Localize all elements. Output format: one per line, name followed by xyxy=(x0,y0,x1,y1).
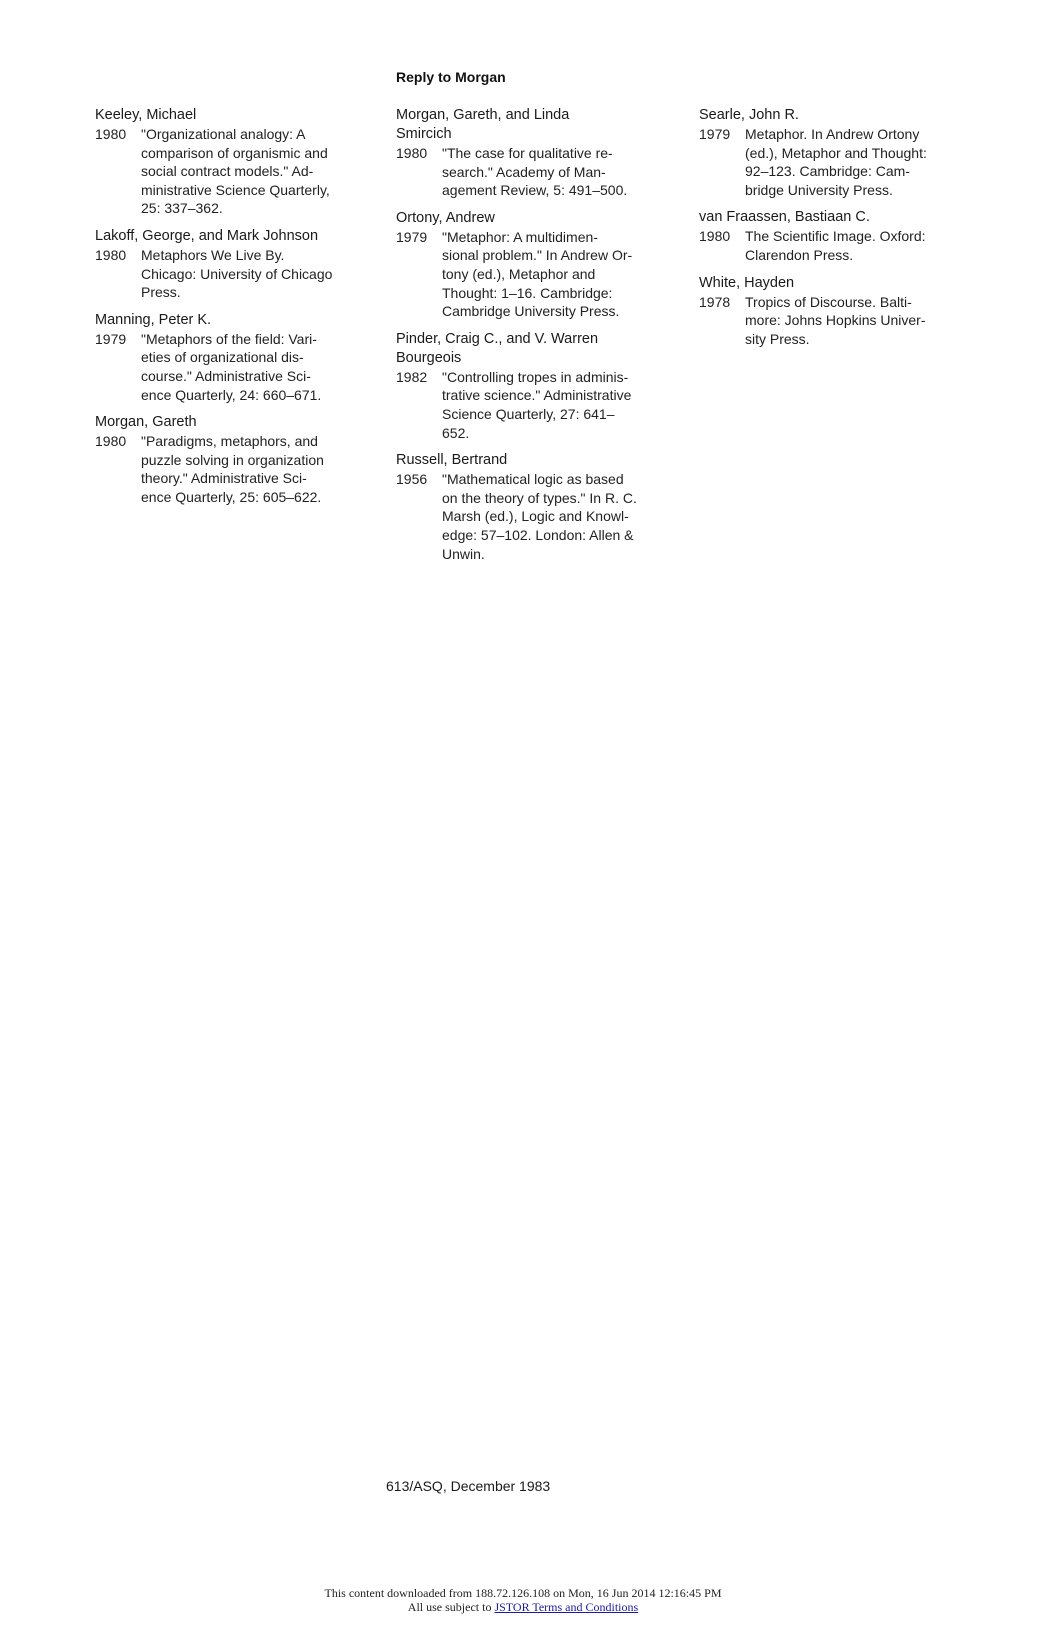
reference-entry xyxy=(396,330,686,442)
reference-author: Lakoff, George, and Mark Johnson xyxy=(95,227,319,244)
reference-text: "Mathematical logic as based on the theory of types." In R. C. Marsh (ed.), Logic and Knowl- edge: 57–102. London: Allen & Unwin. xyxy=(442,471,637,562)
reference-text: "Controlling tropes in adminis- trative science." Administrative Science Quarterly, 27: 641– 652. xyxy=(442,368,632,441)
reference-entry xyxy=(396,209,686,321)
running-head: Reply to Morgan xyxy=(396,69,506,85)
reference-text: "Metaphors of the field: Vari- eties of organizational dis- course." Administrative Sci- ence Quarterly, 24: 660–671. xyxy=(141,330,322,403)
reference-author: White, Hayden xyxy=(699,274,795,291)
reference-text: Metaphor. In Andrew Ortony (ed.), Metaphor and Thought: 92–123. Cambridge: Cam- bridge University Press. xyxy=(745,126,927,198)
reference-author: Russell, Bertrand xyxy=(396,452,508,469)
reference-year: 1978 xyxy=(699,293,731,310)
reference-text: "Organizational analogy: A comparison of organismic and social contract models." Ad- ministrative Science Quarterly, 25: 337–362. xyxy=(141,126,330,217)
reference-entry xyxy=(95,311,375,404)
reference-text: "Metaphor: A multidimen- sional problem." In Andrew Or- tony (ed.), Metaphor and Thought: 1–16. Cambridge: Cambridge University Press. xyxy=(442,228,633,320)
reference-author: van Fraassen, Bastiaan C. xyxy=(699,209,870,226)
reference-year: 1980 xyxy=(699,228,731,245)
jstor-terms-link[interactable]: JSTOR Terms and Conditions xyxy=(494,1600,639,1614)
reference-text: Tropics of Discourse. Balti- more: Johns Hopkins Univer- sity Press. xyxy=(745,293,926,347)
reference-entry xyxy=(699,274,979,349)
reference-author: Manning, Peter K. xyxy=(95,311,212,328)
reference-year: 1980 xyxy=(396,145,428,161)
reference-year: 1980 xyxy=(95,126,127,142)
reference-text: "The case for qualitative re- search." Academy of Man- agement Review, 5: 491–500. xyxy=(442,145,628,199)
reference-text: The Scientific Image. Oxford: Clarendon Press. xyxy=(745,228,926,263)
reference-year: 1980 xyxy=(95,246,127,263)
terms-prefix: All use subject to xyxy=(407,1600,495,1614)
reference-entry xyxy=(95,413,375,506)
reference-entry xyxy=(699,106,979,199)
reference-entry xyxy=(396,451,686,563)
reference-year: 1982 xyxy=(396,368,428,385)
terms-line xyxy=(0,1600,1046,1614)
reference-year: 1956 xyxy=(396,471,428,488)
reference-text: "Paradigms, metaphors, and puzzle solving in organization theory." Administrative Sci- ence Quarterly, 25: 605–622. xyxy=(141,433,324,505)
reference-year: 1979 xyxy=(396,228,428,245)
reference-entry xyxy=(95,106,375,218)
reference-author: Morgan, Gareth xyxy=(95,414,197,431)
reference-author: Searle, John R. xyxy=(699,107,799,123)
reference-author: Ortony, Andrew xyxy=(396,209,495,226)
references-column-1 xyxy=(95,106,375,516)
reference-text: Metaphors We Live By. Chicago: University of Chicago Press. xyxy=(141,246,333,301)
jstor-download-notice xyxy=(0,1586,1046,1614)
references-column-3 xyxy=(699,106,979,357)
page-footer: 613/ASQ, December 1983 xyxy=(386,1478,551,1494)
reference-entry xyxy=(396,106,686,200)
reference-year: 1980 xyxy=(95,433,127,450)
reference-year: 1979 xyxy=(95,330,127,347)
reference-author: Pinder, Craig C., and V. Warren Bourgeois xyxy=(396,330,599,366)
reference-author: Keeley, Michael xyxy=(95,107,197,123)
reference-entry xyxy=(95,227,375,302)
reference-entry xyxy=(699,208,979,264)
references-column-2 xyxy=(396,106,686,572)
download-info-line: This content downloaded from 188.72.126.108 on Mon, 16 Jun 2014 12:16:45 PM xyxy=(324,1586,722,1600)
reference-year: 1979 xyxy=(699,126,731,142)
reference-author: Morgan, Gareth, and Linda Smircich xyxy=(396,107,570,142)
